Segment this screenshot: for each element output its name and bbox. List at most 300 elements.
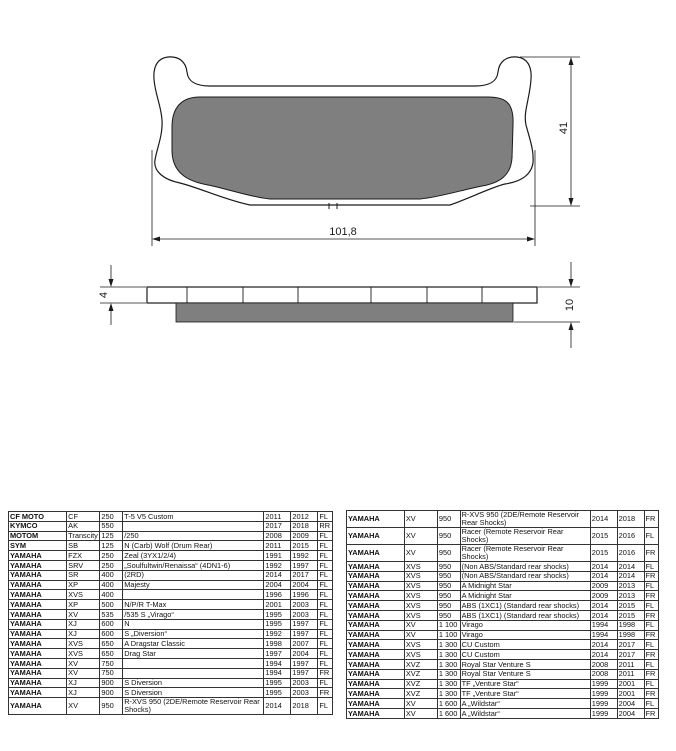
cell-year-to: 1997 xyxy=(291,668,318,678)
cell-year-from: 1997 xyxy=(264,649,291,659)
cell-year-from: 2015 xyxy=(590,528,617,545)
cell-year-from: 2014 xyxy=(590,650,617,660)
cell-cc: 600 xyxy=(100,619,123,629)
table-row xyxy=(347,650,659,660)
table-row xyxy=(9,649,333,659)
cell-make: YAMAHA xyxy=(9,580,67,590)
cell-make: YAMAHA xyxy=(347,545,405,562)
cell-year-to: 2004 xyxy=(617,699,644,709)
cell-position: FL xyxy=(318,658,333,668)
cell-version: T-5 V5 Custom xyxy=(123,512,264,522)
cell-model: XVS xyxy=(404,640,437,650)
cell-position: FR xyxy=(644,650,659,660)
cell-year-from: 2014 xyxy=(590,610,617,620)
cell-model: XVZ xyxy=(404,679,437,689)
table-row xyxy=(347,528,659,545)
cell-year-from: 1995 xyxy=(264,619,291,629)
cell-version: Drag Star xyxy=(123,649,264,659)
cell-position: FL xyxy=(318,600,333,610)
cell-model: XJ xyxy=(67,688,100,698)
thickness-label: 4 xyxy=(98,291,110,299)
cell-position: FR xyxy=(644,571,659,581)
cell-position: FL xyxy=(318,531,333,541)
cell-version: S Diversion xyxy=(123,678,264,688)
cell-year-from: 2017 xyxy=(264,521,291,531)
table-row xyxy=(9,619,333,629)
table-row xyxy=(347,689,659,699)
cell-version: „Soulfultwin/Renaissa“ (4DN1-6) xyxy=(123,560,264,570)
cell-model: SR xyxy=(67,570,100,580)
cell-year-to: 2009 xyxy=(291,531,318,541)
cell-model: SRV xyxy=(67,560,100,570)
cell-year-from: 1995 xyxy=(264,609,291,619)
cell-model: XP xyxy=(67,580,100,590)
cell-year-from: 1992 xyxy=(264,560,291,570)
table-row xyxy=(347,581,659,591)
cell-year-from: 2014 xyxy=(264,570,291,580)
width-label: 101,8 xyxy=(329,226,357,238)
cell-version: TF „Venture Star“ xyxy=(460,689,590,699)
cell-cc: 535 xyxy=(100,609,123,619)
cell-make: YAMAHA xyxy=(9,560,67,570)
table-row xyxy=(9,551,333,561)
side-backing-plate xyxy=(147,287,537,303)
cell-position: FL xyxy=(318,609,333,619)
cell-year-from: 2014 xyxy=(590,640,617,650)
cell-model: XVS xyxy=(404,650,437,660)
table-row xyxy=(9,629,333,639)
cell-model: XV xyxy=(67,668,100,678)
cell-make: YAMAHA xyxy=(9,688,67,698)
cell-year-to: 2015 xyxy=(617,610,644,620)
cell-model: XV xyxy=(67,658,100,668)
cell-cc: 950 xyxy=(437,571,460,581)
cell-version: Zeal (3YX1/2/4) xyxy=(123,551,264,561)
cell-year-to: 1997 xyxy=(291,629,318,639)
cell-year-from: 1996 xyxy=(264,590,291,600)
cell-make: YAMAHA xyxy=(9,678,67,688)
cell-cc: 950 xyxy=(437,581,460,591)
table-row xyxy=(347,562,659,572)
brake-pad-drawing xyxy=(0,0,676,370)
cell-version xyxy=(123,658,264,668)
cell-year-to: 2001 xyxy=(617,679,644,689)
cell-year-to: 1992 xyxy=(291,551,318,561)
cell-version: (2RD) xyxy=(123,570,264,580)
table-row xyxy=(9,531,333,541)
cell-make: YAMAHA xyxy=(9,609,67,619)
cell-version: A Midnight Star xyxy=(460,581,590,591)
cell-make: YAMAHA xyxy=(347,630,405,640)
cell-cc: 950 xyxy=(100,698,123,715)
cell-make: YAMAHA xyxy=(347,511,405,528)
cell-position: RR xyxy=(318,521,333,531)
cell-version: TF „Venture Star“ xyxy=(460,679,590,689)
cell-position: FL xyxy=(318,649,333,659)
cell-year-to: 2001 xyxy=(617,689,644,699)
cell-cc: 1 300 xyxy=(437,650,460,660)
cell-year-from: 1995 xyxy=(264,688,291,698)
cell-year-from: 2008 xyxy=(264,531,291,541)
cell-version: A Midnight Star xyxy=(460,591,590,601)
cell-position: FR xyxy=(644,708,659,718)
cell-model: XV xyxy=(404,708,437,718)
cell-make: YAMAHA xyxy=(347,581,405,591)
cell-version: /250 xyxy=(123,531,264,541)
cell-position: FL xyxy=(644,620,659,630)
cell-cc: 950 xyxy=(437,545,460,562)
thick-arrow-bottom xyxy=(109,303,114,311)
cell-year-from: 2015 xyxy=(590,545,617,562)
cell-year-from: 1994 xyxy=(264,658,291,668)
cell-model: XVS xyxy=(404,610,437,620)
cell-year-to: 2003 xyxy=(291,609,318,619)
cell-year-to: 2017 xyxy=(291,570,318,580)
cell-year-from: 1995 xyxy=(264,678,291,688)
table-row xyxy=(347,679,659,689)
cell-cc: 950 xyxy=(437,601,460,611)
cell-make: YAMAHA xyxy=(9,600,67,610)
cell-year-from: 2014 xyxy=(590,571,617,581)
cell-position: FR xyxy=(644,669,659,679)
cell-make: YAMAHA xyxy=(9,590,67,600)
table-row xyxy=(347,545,659,562)
cell-version xyxy=(123,590,264,600)
cell-position: FL xyxy=(318,629,333,639)
cell-position: FL xyxy=(318,551,333,561)
cell-make: YAMAHA xyxy=(9,551,67,561)
cell-make: YAMAHA xyxy=(9,649,67,659)
cell-model: XVS xyxy=(404,562,437,572)
cell-model: XVZ xyxy=(404,689,437,699)
cell-year-to: 2004 xyxy=(291,649,318,659)
cell-version: A „Wildstar“ xyxy=(460,699,590,709)
cell-model: XVS xyxy=(67,649,100,659)
table-row xyxy=(9,512,333,522)
side-friction-material xyxy=(176,303,513,322)
cell-model: FZX xyxy=(67,551,100,561)
cell-make: YAMAHA xyxy=(347,640,405,650)
cell-position: FL xyxy=(318,698,333,715)
application-table-right-body xyxy=(347,511,659,719)
cell-model: XVS xyxy=(404,581,437,591)
cell-version: S Diversion xyxy=(123,688,264,698)
cell-cc: 1 600 xyxy=(437,699,460,709)
cell-version: Racer (Remote Reservoir Rear Shocks) xyxy=(460,545,590,562)
cell-model: SB xyxy=(67,541,100,551)
cell-year-to: 2013 xyxy=(617,581,644,591)
table-row xyxy=(9,521,333,531)
cell-model: XVS xyxy=(404,601,437,611)
cell-year-from: 2011 xyxy=(264,541,291,551)
cell-version: S „Diversion“ xyxy=(123,629,264,639)
cell-version: Majesty xyxy=(123,580,264,590)
cell-version: CU Custom xyxy=(460,650,590,660)
cell-year-from: 1992 xyxy=(264,629,291,639)
table-row xyxy=(347,511,659,528)
cell-year-to: 2004 xyxy=(617,708,644,718)
cell-year-to: 2017 xyxy=(617,650,644,660)
cell-version: A „Wildstar“ xyxy=(460,708,590,718)
cell-cc: 950 xyxy=(437,511,460,528)
cell-year-from: 1994 xyxy=(264,668,291,678)
cell-model: XV xyxy=(404,528,437,545)
cell-year-to: 2003 xyxy=(291,678,318,688)
cell-make: YAMAHA xyxy=(347,659,405,669)
cell-position: FL xyxy=(318,678,333,688)
cell-cc: 950 xyxy=(437,610,460,620)
cell-version xyxy=(123,668,264,678)
cell-cc: 950 xyxy=(437,562,460,572)
cell-year-from: 2014 xyxy=(590,601,617,611)
cell-version: ABS (1XC1) (Standard rear shocks) xyxy=(460,610,590,620)
cell-model: Transcity xyxy=(67,531,100,541)
cell-year-from: 2011 xyxy=(264,512,291,522)
cell-make: YAMAHA xyxy=(9,570,67,580)
cell-position: FL xyxy=(318,541,333,551)
cell-year-from: 1994 xyxy=(590,630,617,640)
cell-make: YAMAHA xyxy=(9,619,67,629)
table-row xyxy=(9,560,333,570)
table-row xyxy=(9,698,333,715)
cell-year-to: 1997 xyxy=(291,658,318,668)
cell-cc: 1 300 xyxy=(437,679,460,689)
cell-make: YAMAHA xyxy=(9,658,67,668)
cell-year-to: 2014 xyxy=(617,571,644,581)
table-row xyxy=(9,541,333,551)
cell-version: N/P/R T-Max xyxy=(123,600,264,610)
cell-make: SYM xyxy=(9,541,67,551)
cell-year-from: 2008 xyxy=(590,659,617,669)
cell-year-to: 2016 xyxy=(617,545,644,562)
cell-year-to: 2011 xyxy=(617,669,644,679)
cell-position: FL xyxy=(644,528,659,545)
cell-year-to: 2018 xyxy=(617,511,644,528)
cell-position: FL xyxy=(318,512,333,522)
cell-model: AK xyxy=(67,521,100,531)
cell-year-to: 2017 xyxy=(617,640,644,650)
cell-position: FR xyxy=(644,545,659,562)
cell-cc: 1 300 xyxy=(437,659,460,669)
cell-position: FL xyxy=(318,590,333,600)
cell-position: FR xyxy=(644,591,659,601)
thick-arrow-top xyxy=(109,279,114,287)
cell-cc: 400 xyxy=(100,580,123,590)
cell-model: XV xyxy=(404,620,437,630)
cell-cc: 750 xyxy=(100,658,123,668)
cell-position: FR xyxy=(644,511,659,528)
table-row xyxy=(9,600,333,610)
cell-model: XJ xyxy=(67,678,100,688)
cell-year-to: 2007 xyxy=(291,639,318,649)
cell-cc: 950 xyxy=(437,591,460,601)
cell-version: R-XVS 950 (2DE/Remote Reservoir Rear Shocks) xyxy=(460,511,590,528)
cell-cc: 1 600 xyxy=(437,708,460,718)
cell-make: YAMAHA xyxy=(347,562,405,572)
cell-position: FR xyxy=(644,630,659,640)
cell-year-from: 2009 xyxy=(590,591,617,601)
table-row xyxy=(9,639,333,649)
cell-cc: 1 300 xyxy=(437,669,460,679)
cell-make: YAMAHA xyxy=(347,528,405,545)
cell-year-to: 2018 xyxy=(291,698,318,715)
table-row xyxy=(347,601,659,611)
cell-model: XJ xyxy=(67,619,100,629)
cell-cc: 250 xyxy=(100,560,123,570)
cell-make: YAMAHA xyxy=(347,620,405,630)
application-table-left xyxy=(8,511,333,715)
cell-make: YAMAHA xyxy=(9,639,67,649)
cell-cc: 125 xyxy=(100,541,123,551)
cell-year-to: 2018 xyxy=(291,521,318,531)
cell-year-to: 1997 xyxy=(291,560,318,570)
table-row xyxy=(347,571,659,581)
cell-year-to: 2012 xyxy=(291,512,318,522)
cell-position: FL xyxy=(318,580,333,590)
cell-make: KYMCO xyxy=(9,521,67,531)
table-row xyxy=(9,580,333,590)
cell-model: XV xyxy=(67,698,100,715)
cell-cc: 650 xyxy=(100,649,123,659)
cell-year-from: 1998 xyxy=(264,639,291,649)
cell-version: (Non ABS/Standard rear shocks) xyxy=(460,562,590,572)
cell-make: YAMAHA xyxy=(9,668,67,678)
cell-year-from: 2014 xyxy=(590,562,617,572)
cell-year-to: 1997 xyxy=(291,619,318,629)
cell-position: FL xyxy=(318,639,333,649)
cell-make: YAMAHA xyxy=(347,610,405,620)
cell-make: YAMAHA xyxy=(347,708,405,718)
cell-make: YAMAHA xyxy=(347,591,405,601)
cell-model: XV xyxy=(404,699,437,709)
cell-cc: 950 xyxy=(437,528,460,545)
cell-make: MOTOM xyxy=(9,531,67,541)
cell-year-from: 1999 xyxy=(590,708,617,718)
cell-year-from: 2004 xyxy=(264,580,291,590)
cell-year-to: 1998 xyxy=(617,630,644,640)
cell-version: Royal Star Venture S xyxy=(460,669,590,679)
cell-year-to: 2013 xyxy=(617,591,644,601)
cell-cc: 250 xyxy=(100,512,123,522)
cell-year-from: 1994 xyxy=(590,620,617,630)
cell-year-from: 2009 xyxy=(590,581,617,591)
cell-year-to: 2015 xyxy=(291,541,318,551)
cell-position: FL xyxy=(318,619,333,629)
cell-version: R-XVS 950 (2DE/Remote Reservoir Rear Shocks) xyxy=(123,698,264,715)
cell-cc: 1 100 xyxy=(437,630,460,640)
cell-model: XVZ xyxy=(404,659,437,669)
cell-position: FR xyxy=(644,689,659,699)
cell-model: XV xyxy=(404,630,437,640)
table-row xyxy=(9,688,333,698)
cell-year-from: 1999 xyxy=(590,689,617,699)
cell-cc: 400 xyxy=(100,590,123,600)
cell-version: N xyxy=(123,619,264,629)
cell-model: XJ xyxy=(67,629,100,639)
table-row xyxy=(9,658,333,668)
cell-version: N (Carb) Wolf (Drum Rear) xyxy=(123,541,264,551)
table-row xyxy=(347,659,659,669)
cell-model: XP xyxy=(67,600,100,610)
table-row xyxy=(347,591,659,601)
cell-position: FL xyxy=(644,601,659,611)
cell-model: XVS xyxy=(67,639,100,649)
cell-cc: 750 xyxy=(100,668,123,678)
cell-position: FL xyxy=(318,560,333,570)
cell-version: Racer (Remote Reservoir Rear Shocks) xyxy=(460,528,590,545)
cell-model: XV xyxy=(404,545,437,562)
cell-make: YAMAHA xyxy=(9,698,67,715)
cell-year-from: 1991 xyxy=(264,551,291,561)
cell-make: YAMAHA xyxy=(9,629,67,639)
table-row xyxy=(347,640,659,650)
cell-year-from: 2001 xyxy=(264,600,291,610)
height-label: 41 xyxy=(558,121,570,135)
table-row xyxy=(9,590,333,600)
table-row xyxy=(347,620,659,630)
cell-year-to: 2014 xyxy=(617,562,644,572)
cell-cc: 600 xyxy=(100,629,123,639)
cell-cc: 550 xyxy=(100,521,123,531)
cell-position: FL xyxy=(644,699,659,709)
cell-cc: 250 xyxy=(100,551,123,561)
cell-position: FL xyxy=(644,581,659,591)
cell-version: ABS (1XC1) (Standard rear shocks) xyxy=(460,601,590,611)
table-row xyxy=(347,610,659,620)
height-arrow-bottom xyxy=(569,198,574,206)
cell-year-from: 1999 xyxy=(590,699,617,709)
application-table-right xyxy=(346,510,659,719)
cell-cc: 1 300 xyxy=(437,640,460,650)
total-arrow-top xyxy=(569,279,574,287)
cell-year-from: 2008 xyxy=(590,669,617,679)
cell-position: FL xyxy=(644,679,659,689)
cell-model: XV xyxy=(67,609,100,619)
table-row xyxy=(9,570,333,580)
cell-year-to: 1996 xyxy=(291,590,318,600)
cell-make: YAMAHA xyxy=(347,601,405,611)
cell-make: YAMAHA xyxy=(347,689,405,699)
cell-position: FL xyxy=(318,570,333,580)
cell-position: FR xyxy=(644,610,659,620)
application-table-left-body xyxy=(9,512,333,715)
cell-year-to: 2011 xyxy=(617,659,644,669)
cell-cc: 400 xyxy=(100,570,123,580)
width-arrow-right xyxy=(527,237,535,242)
cell-model: XVS xyxy=(404,591,437,601)
cell-version: Royal Star Venture S xyxy=(460,659,590,669)
cell-make: YAMAHA xyxy=(347,571,405,581)
cell-version: /535 S „Virago“ xyxy=(123,609,264,619)
cell-version: (Non ABS/Standard rear shocks) xyxy=(460,571,590,581)
cell-make: YAMAHA xyxy=(347,679,405,689)
cell-position: FR xyxy=(318,688,333,698)
cell-make: YAMAHA xyxy=(347,650,405,660)
cell-cc: 900 xyxy=(100,678,123,688)
cell-version: A Dragstar Classic xyxy=(123,639,264,649)
cell-model: XVZ xyxy=(404,669,437,679)
cell-version: Virago xyxy=(460,620,590,630)
cell-version xyxy=(123,521,264,531)
table-row xyxy=(9,668,333,678)
cell-year-to: 2015 xyxy=(617,601,644,611)
cell-cc: 1 100 xyxy=(437,620,460,630)
cell-cc: 900 xyxy=(100,688,123,698)
cell-year-from: 1999 xyxy=(590,679,617,689)
table-row xyxy=(347,630,659,640)
cell-year-to: 2003 xyxy=(291,600,318,610)
table-row xyxy=(347,669,659,679)
